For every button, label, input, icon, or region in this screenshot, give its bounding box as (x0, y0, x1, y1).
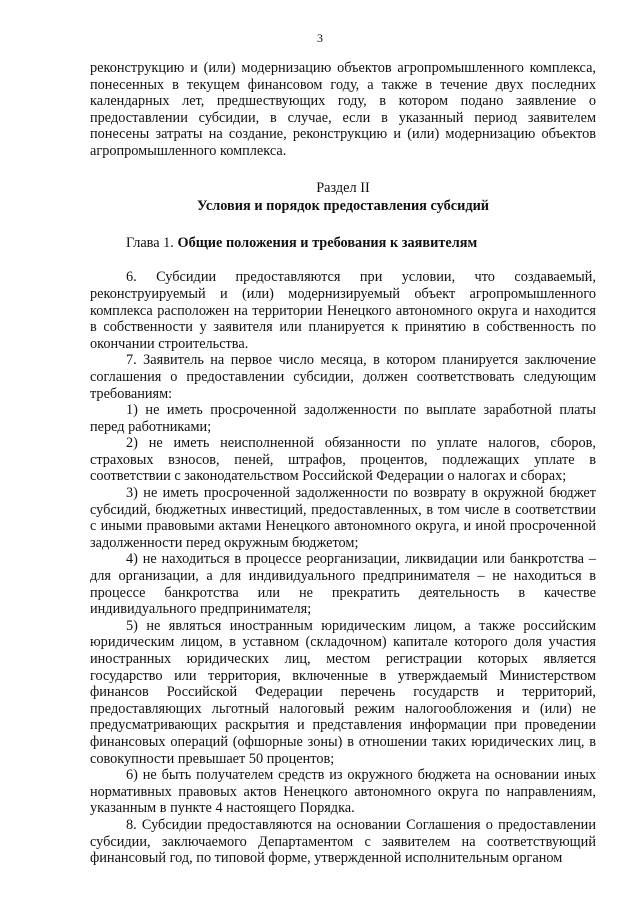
paragraph-7: 7. Заявитель на первое число месяца, в котором планируется заключение соглашения о предоставлении субсидии, должен соответствовать следующим требованиям: (90, 352, 596, 402)
section-label: Раздел II (316, 179, 370, 196)
paragraph-8: 8. Субсидии предоставляются на основании Соглашения о предоставлении субсидии, заключаемого Департаментом с заявителем на соответствующий финансовый год, по типовой форме, утвержденной исполнительным органом (90, 816, 596, 867)
requirement-3: 3) не иметь просроченной задолженности по возврату в окружной бюджет субсидий, бюджетных инвестиций, предоставленных, в том числе в соответствии с иными правовыми актами Ненецкого автономного округа, и иной просроченной задолженности перед окружным бюджетом; (90, 485, 596, 551)
section-title: Условия и порядок предоставления субсидий (196, 198, 490, 215)
requirement-5: 5) не являться иностранным юридическим лицом, а также российским юридическим лицом, в уставном (складочном) капитале которого доля участия иностранных юридических лиц, местом регистрации которых является государство или территория, включенные в утверждаемый Министерством финансов Российской Федерации перечень государств и территорий, предоставляющих льготный налоговый режим налогообложения и (или) не предусматривающих раскрытия и представления информации при проведении финансовых операций (офшорные зоны) в отношении таких юридических лиц, в совокупности превышает 50 процентов; (90, 617, 596, 767)
page-number: 3 (317, 31, 323, 45)
paragraph-6: 6. Субсидии предоставляются при условии, что создаваемый, реконструируемый и (или) модернизируемый объект агропромышленного комплекса расположен на территории Ненецкого автономного округа и находится в собственности у заявителя или планируется к принятию в собственность по окончании строительства. (90, 269, 596, 352)
document-body (90, 60, 596, 867)
chapter-heading (126, 235, 596, 252)
chapter-prefix: Глава 1. (126, 234, 178, 251)
intro-paragraph: реконструкцию и (или) модернизацию объектов агропромышленного комплекса, понесенных в текущем финансовом году, а также в течение двух последних календарных лет, предшествующих году, в котором подано заявление о предоставлении субсидии, в случае, если в указанный период заявителем понесены затраты на создание, реконструкцию и (или) модернизацию объектов агропромышленного комплекса. (90, 60, 596, 159)
requirement-4: 4) не находиться в процессе реорганизации, ликвидации или банкротства – для организации, а для индивидуального предпринимателя – не находиться в процессе банкротства или не прекратить деятельность в качестве индивидуального предпринимателя; (90, 551, 596, 618)
requirement-6: 6) не быть получателем средств из окружного бюджета на основании иных нормативных правовых актов Ненецкого автономного округа по направлениям, указанным в пункте 4 настоящего Порядка. (90, 767, 596, 817)
requirement-1: 1) не иметь просроченной задолженности по выплате заработной платы перед работниками; (90, 402, 596, 435)
chapter-title: Общие положения и требования к заявителям (177, 234, 478, 251)
requirement-2: 2) не иметь неисполненной обязанности по уплате налогов, сборов, страховых взносов, пеней, штрафов, процентов, подлежащих уплате в соответствии с законодательством Российской Федерации о налогах и сборах; (90, 435, 596, 485)
